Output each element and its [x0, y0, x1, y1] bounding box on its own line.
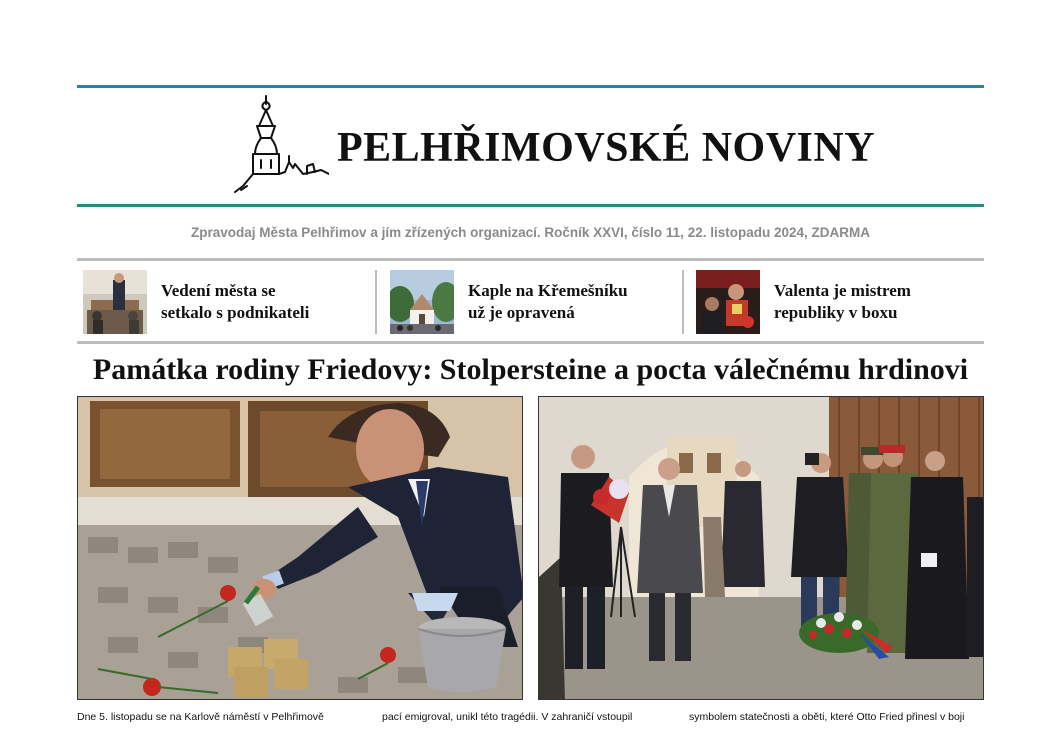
teaser-separator [682, 270, 684, 334]
teaser-strip [77, 266, 984, 338]
teaser-title[interactable]: Valenta je mistrem republiky v boxu [774, 281, 911, 322]
teaser-title[interactable]: Vedení města se setkalo s podnikateli [161, 281, 310, 322]
teaser-thumbnail[interactable] [696, 270, 760, 334]
teaser-item[interactable] [390, 270, 680, 336]
church-tower-logo-icon [233, 94, 329, 198]
photo-memorial-ceremony [538, 396, 984, 700]
main-headline: Památka rodiny Friedovy: Stolpersteine a pocta válečnému hrdinovi [92, 353, 969, 386]
masthead-bottom-rule [77, 204, 984, 207]
article-column-3: symbolem statečnosti a oběti, které Otto Fried přinesl v boji [689, 711, 965, 723]
teaser-bottom-rule [77, 341, 984, 344]
teaser-top-rule [77, 258, 984, 261]
teaser-title[interactable]: Kaple na Křemešníku už je opravená [468, 281, 628, 322]
photo-stolpersteine-laying [77, 396, 523, 700]
newspaper-title: PELHŘIMOVSKÉ NOVINY [337, 125, 876, 171]
masthead-top-rule [77, 85, 984, 88]
issue-subtitle: Zpravodaj Města Pelhřimov a jím zřízených organizací. Ročník XXVI, číslo 11, 22. listopadu 2024, ZDARMA [191, 225, 870, 240]
article-column-1: Dne 5. listopadu se na Karlově náměstí v Pelhřimově [77, 711, 324, 723]
masthead [77, 90, 984, 202]
teaser-thumbnail[interactable] [83, 270, 147, 334]
teaser-separator [375, 270, 377, 334]
teaser-item[interactable] [83, 270, 373, 336]
teaser-thumbnail[interactable] [390, 270, 454, 334]
teaser-item[interactable] [696, 270, 986, 336]
article-column-2: pací emigroval, unikl této tragédii. V zahraničí vstoupil [382, 711, 633, 723]
